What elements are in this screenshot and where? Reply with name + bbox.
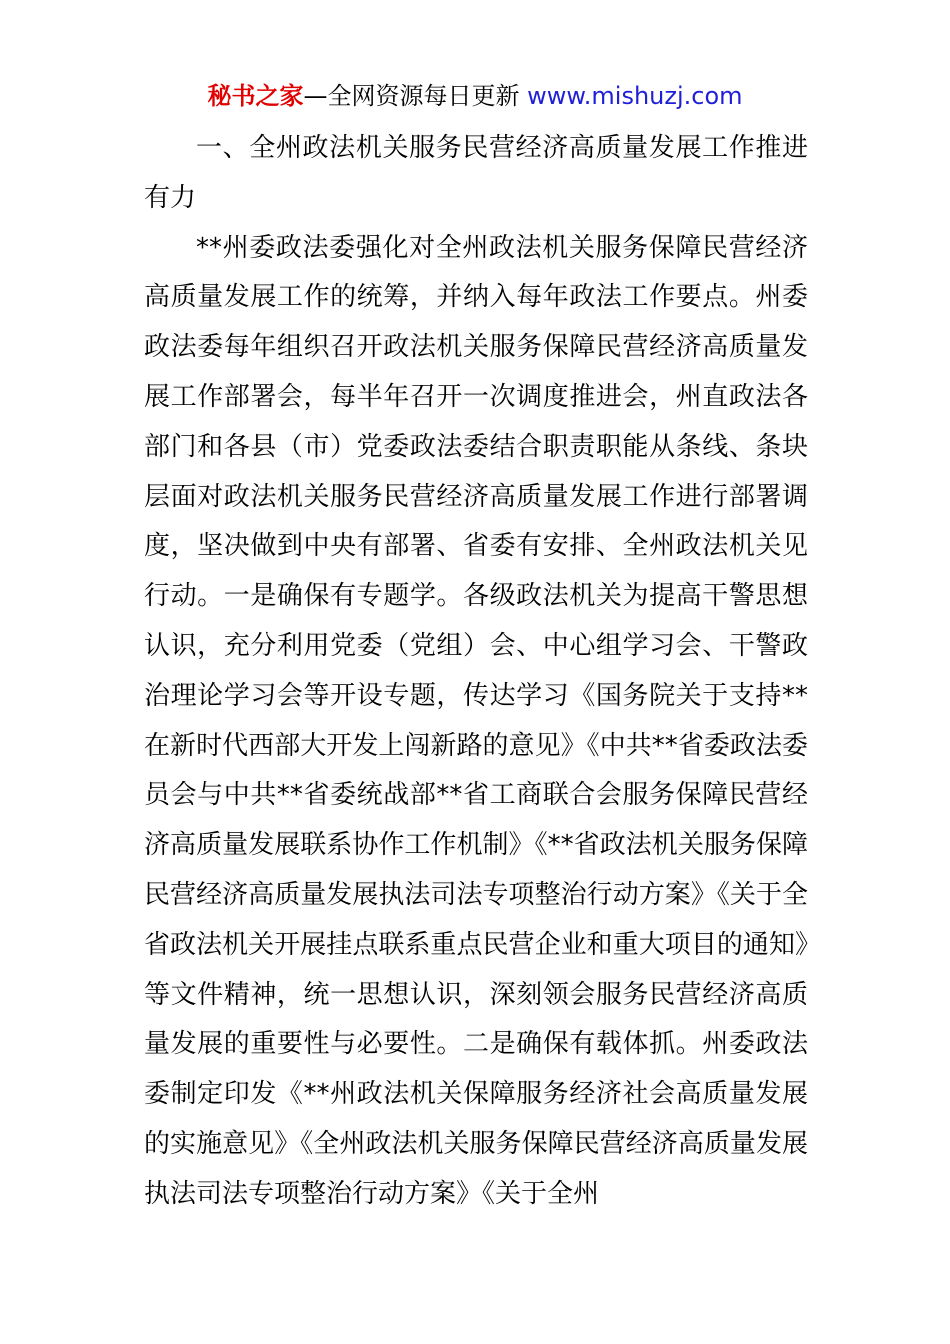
body-paragraph: **州委政法委强化对全州政法机关服务保障民营经济高质量发展工作的统筹，并纳入每年政法工作要点。州委政法委每年组织召开政法机关服务保障民营经济高质量发展工作部署会，每半年召开一次调度推进会，州直政法各部门和各县（市）党委政法委结合职责职能从条线、条块层面对政法机关服务民营经济高质量发展工作进行部署调度，坚决做到中央有部署、省委有安排、全州政法机关见行动。一是确保有专题学。各级政法机关为提高干警思想认识，充分利用党委（党组）会、中心组学习会、干警政治理论学习会等开设专题，传达学习《国务院关于支持**在新时代西部大开发上闯新路的意见》《中共**省委政法委员会与中共**省委统战部**省工商联合会服务保障民营经济高质量发展联系协作工作机制》《**省政法机关服务保障民营经济高质量发展执法司法专项整治行动方案》《关于全省政法机关开展挂点联系重点民营企业和重大项目的通知》等文件精神，统一思想认识，深刻领会服务民营经济高质量发展的重要性与必要性。二是确保有载体抓。州委政法委制定印发《**州政法机关保障服务经济社会高质量发展的实施意见》《全州政法机关服务保障民营经济高质量发展执法司法专项整治行动方案》《关于全州 bbox=[144, 232, 808, 1209]
section-heading: 一、全州政法机关服务民营经济高质量发展工作推进有力 bbox=[144, 133, 808, 213]
site-tagline: —全网资源每日更新 bbox=[303, 82, 528, 110]
site-header bbox=[0, 78, 950, 114]
site-url-link[interactable]: www.mishuzj.com bbox=[527, 82, 743, 110]
document-body bbox=[144, 124, 808, 1220]
site-brand: 秘书之家 bbox=[207, 82, 304, 110]
